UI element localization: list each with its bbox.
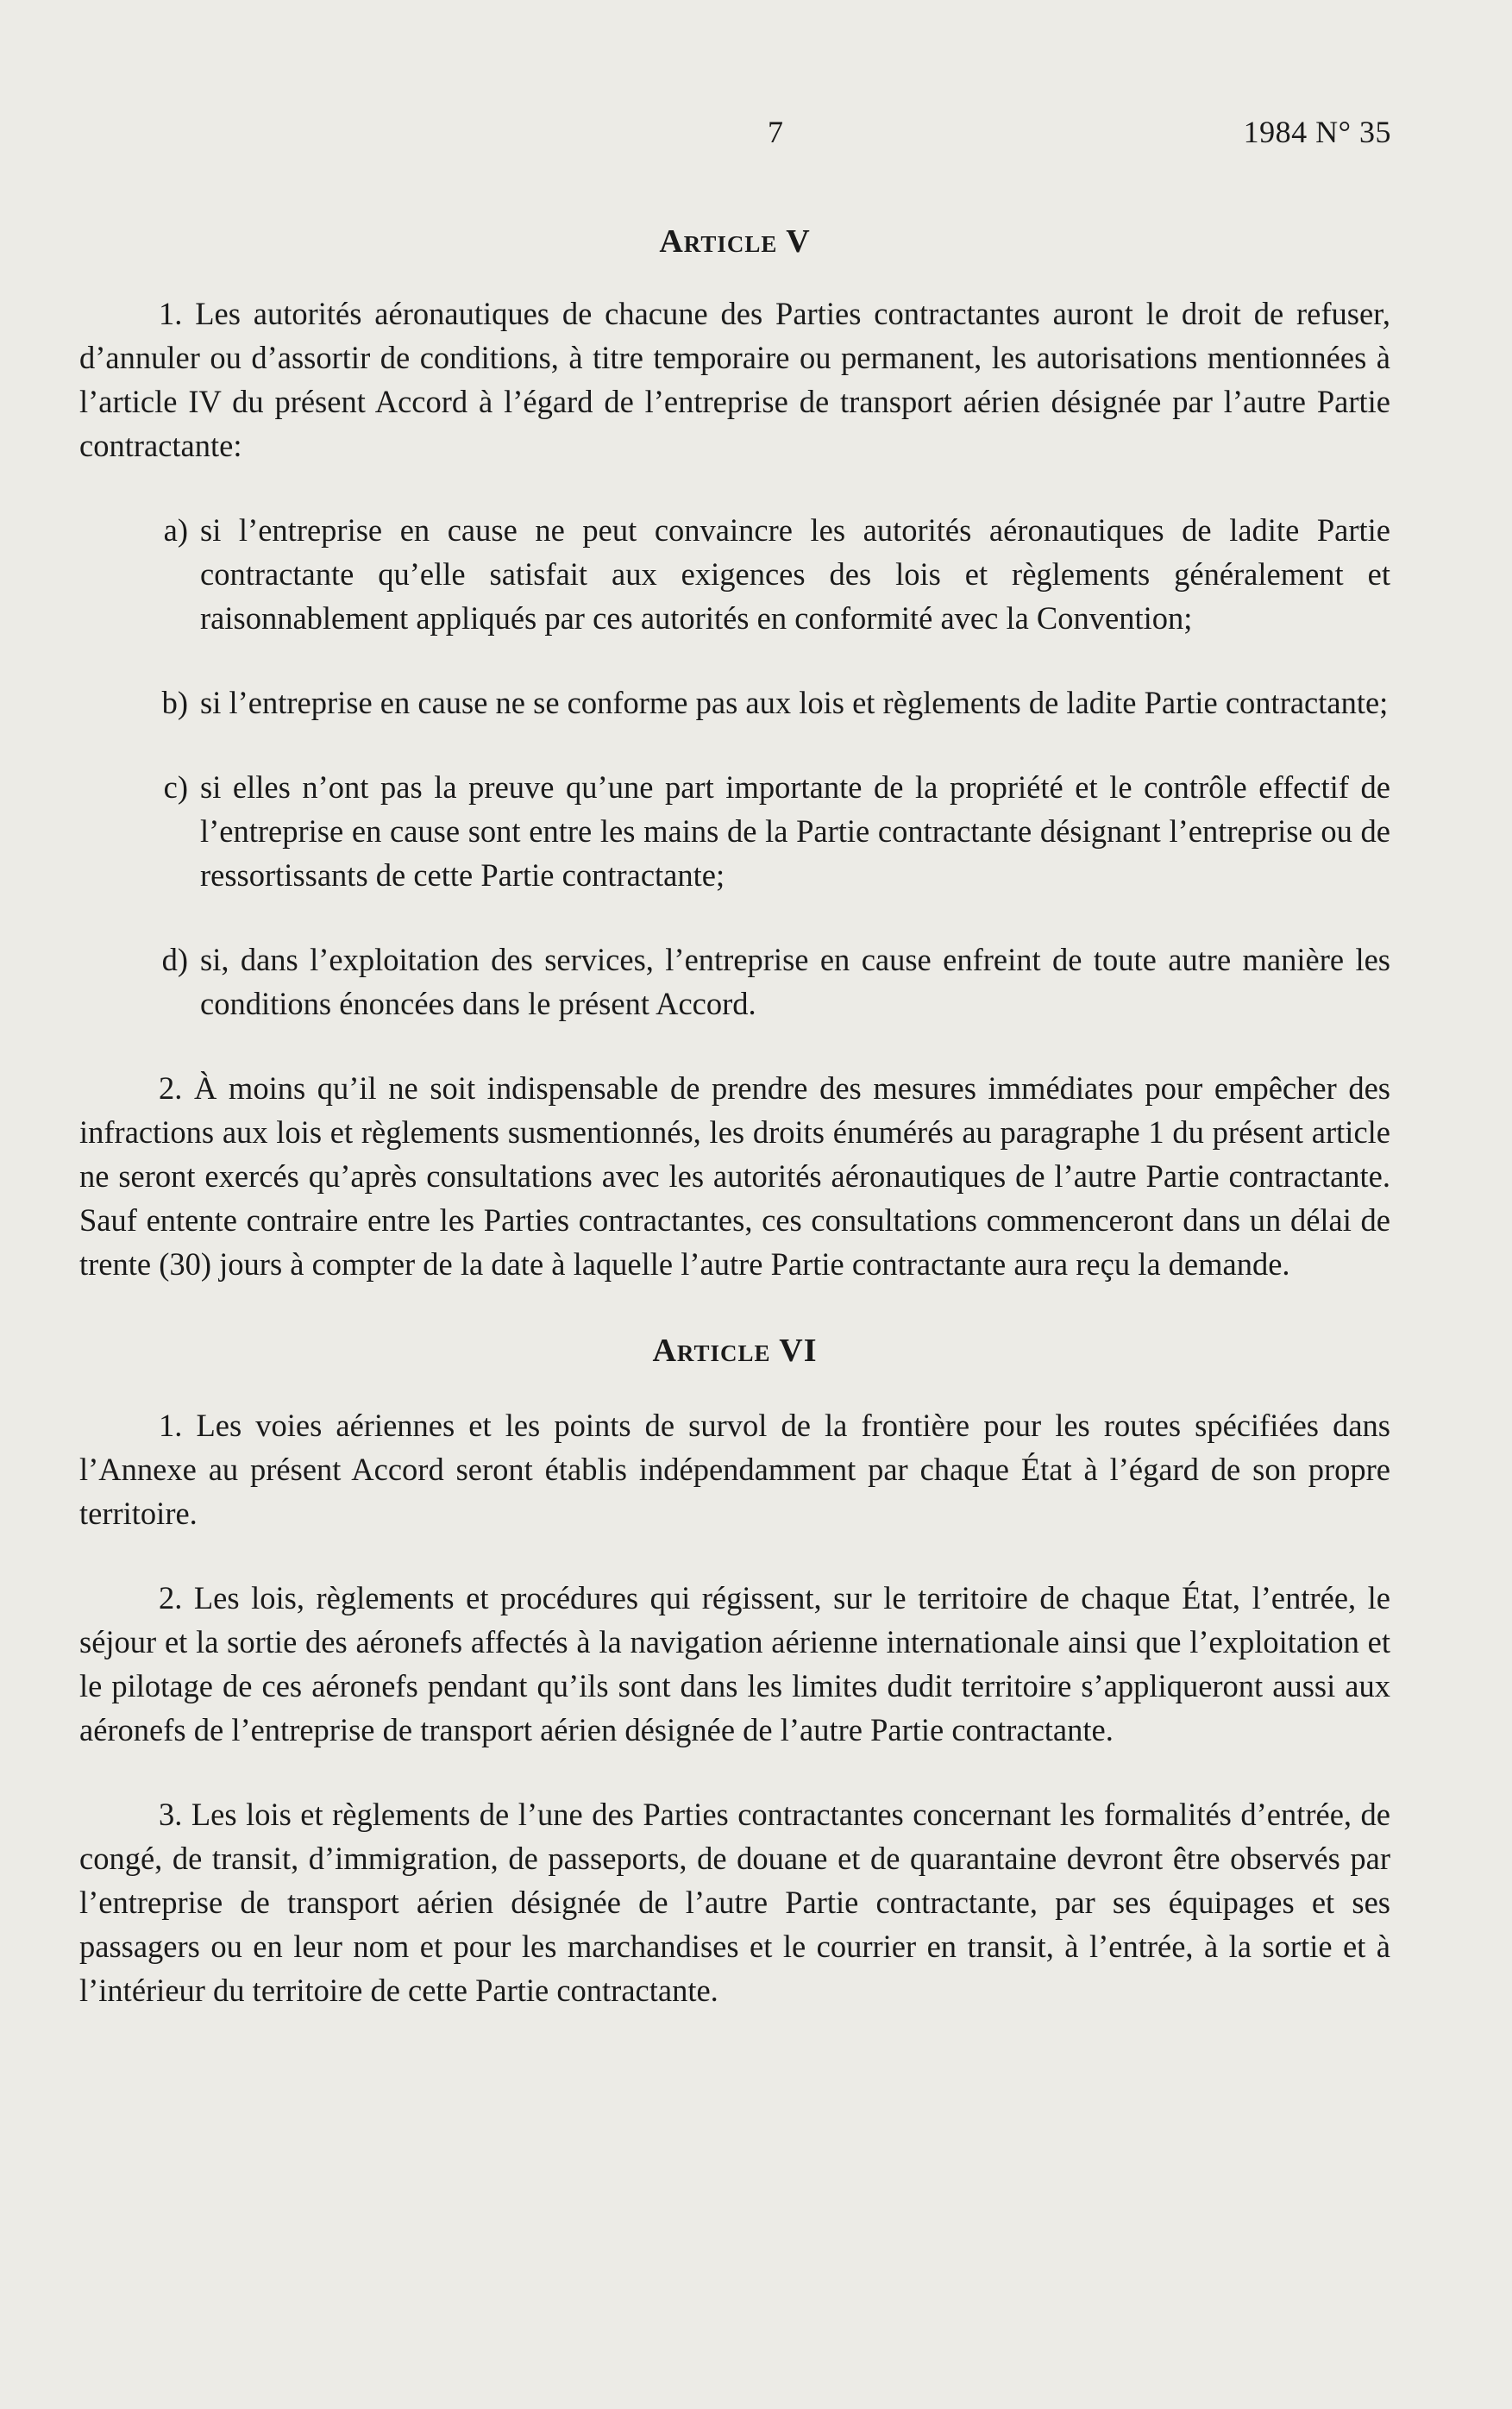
- article-v-paragraph-2: 2. À moins qu’il ne soit indispensable de prendre des mesures immédiates pour empêcher des infractions aux lois et règlements susmentionnés, les droits énumérés au paragraphe 1 du présent article ne seront exercés qu’après consultations avec les autorités aéronautiques de l’autre Partie contractante. Sauf entente contraire entre les Parties contractantes, ces consultations commenceront dans un délai de trente (30) jours à compter de la date à laquelle l’autre Partie contractante aura reçu la demande.: [79, 1070, 1390, 1282]
- list-item: [79, 508, 1390, 640]
- article-vi-title: Article VI: [652, 1333, 818, 1369]
- journal-reference: 1984 N° 35: [1243, 115, 1391, 149]
- list-item-text: si elles n’ont pas la preuve qu’une part importante de la propriété et le contrôle effectif de l’entreprise en cause sont entre les mains de la Partie contractante désignant l’entreprise ou de ressortissants de cette Partie contractante;: [200, 769, 1390, 893]
- list-item: [79, 681, 1390, 725]
- article-v-conditions-list: [79, 508, 1390, 1026]
- list-item-label: d): [161, 942, 188, 977]
- list-item-label: c): [163, 769, 188, 805]
- page-header: [0, 114, 1512, 157]
- list-item-text: si l’entreprise en cause ne se conforme pas aux lois et règlements de ladite Partie contractante;: [200, 685, 1389, 720]
- list-item-label: b): [161, 685, 188, 720]
- list-item: [79, 765, 1390, 897]
- list-item-text: si l’entreprise en cause ne peut convaincre les autorités aéronautiques de ladite Partie contractante qu’elle satisfait aux exigences des lois et règlements généralement et raisonnablement appliqués par ces autorités en conformité avec la Convention;: [200, 512, 1390, 636]
- article-v-paragraph-1: 1. Les autorités aéronautiques de chacune des Parties contractantes auront le droit de refuser, d’annuler ou d’assortir de conditions, à titre temporaire ou permanent, les autorisations mentionnées à l’article IV du présent Accord à l’égard de l’entreprise de transport aérien désignée par l’autre Partie contractante:: [79, 296, 1390, 463]
- article-vi-paragraph-1: 1. Les voies aériennes et les points de survol de la frontière pour les routes spécifiées dans l’Annexe au présent Accord seront établis indépendamment par chaque État à l’égard de son propre territoire.: [79, 1408, 1390, 1531]
- article-v-title: Article V: [659, 223, 811, 260]
- article-vi-paragraph-2: 2. Les lois, règlements et procédures qui régissent, sur le territoire de chaque État, l’entrée, le séjour et la sortie des aéronefs affectés à la navigation aérienne internationale ainsi que l’exploitation et le pilotage de ces aéronefs pendant qu’ils sont dans les limites dudit territoire s’appliqueront aussi aux aéronefs de l’entreprise de transport aérien désignée de l’autre Partie contractante.: [79, 1580, 1390, 1747]
- list-item: [79, 938, 1390, 1026]
- page-number: 7: [768, 115, 783, 149]
- document-body: [79, 220, 1390, 2053]
- list-item-text: si, dans l’exploitation des services, l’entreprise en cause enfreint de toute autre manière les conditions énoncées dans le présent Accord.: [200, 942, 1390, 1021]
- article-vi-paragraph-3: 3. Les lois et règlements de l’une des Parties contractantes concernant les formalités d’entrée, de congé, de transit, d’immigration, de passeports, de douane et de quarantaine devront être observés par l’entreprise de transport aérien désignée de l’autre Partie contractante, par ses équipages et ses passagers ou en leur nom et pour les marchandises et le courrier en transit, à l’entrée, à la sortie et à l’intérieur du territoire de cette Partie contractante.: [79, 1797, 1390, 2008]
- list-item-label: a): [163, 512, 188, 548]
